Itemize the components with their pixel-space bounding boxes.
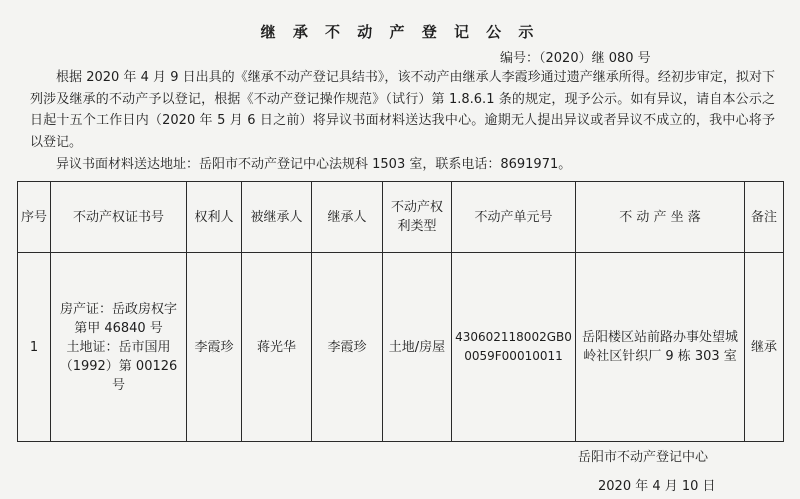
- header-right-type: 不动产权利类型: [383, 182, 452, 253]
- cell-holder: 李霞珍: [187, 253, 242, 442]
- cell-right-type: 土地/房屋: [383, 253, 452, 442]
- header-holder: 权利人: [187, 182, 242, 253]
- cell-cert: [51, 253, 187, 442]
- cell-remark: 继承: [745, 253, 784, 442]
- header-unit-no: 不动产单元号: [452, 182, 576, 253]
- table-header-row: [18, 182, 784, 253]
- notice-paragraph: 根据 2020 年 4 月 9 日出具的《继承不动产登记具结书》，该不动产由继承人李霞珍通过遗产继承所得。经初步审定，拟对下列涉及继承的不动产予以登记，根据《不动产登记操作规范》（试行）第 1.8.6.1 条的规定，现予公示。如有异议，请自本公示之日起十五个工作日内（2020 年 5 月 6 日之前）将异议书面材料送达我中心。逾期无人提出异议或者异议不成立的，我中心将予以登记。: [30, 70, 775, 150]
- cell-unit-no: 430602118002GB00059F00010011: [452, 253, 576, 442]
- objection-address: 异议书面材料送达地址：岳阳市不动产登记中心法规科 1503 室，联系电话：8691971。: [56, 157, 572, 172]
- header-remark: 备注: [745, 182, 784, 253]
- registration-table: [17, 181, 784, 442]
- cert-land: 土地证：岳市国用（1992）第 00126 号: [59, 339, 178, 393]
- cell-decedent: 蒋光华: [242, 253, 312, 442]
- document-number: 编号：（2020）继 080 号: [500, 51, 651, 66]
- issue-date: 2020 年 4 月 10 日: [598, 479, 716, 494]
- header-cert: 不动产权证书号: [51, 182, 187, 253]
- cell-heir: 李霞珍: [312, 253, 383, 442]
- issuing-organization: 岳阳市不动产登记中心: [578, 450, 709, 465]
- cell-location: 岳阳楼区站前路办事处望城岭社区针织厂 9 栋 303 室: [576, 253, 745, 442]
- notice-body: [30, 67, 775, 176]
- notice-title: 继 承 不 动 产 登 记 公 示: [260, 23, 540, 41]
- header-decedent: 被继承人: [242, 182, 312, 253]
- header-heir: 继承人: [312, 182, 383, 253]
- table-row: [18, 253, 784, 442]
- header-location: 不 动 产 坐 落: [576, 182, 745, 253]
- cell-seq: 1: [18, 253, 51, 442]
- cert-house: 房产证：岳政房权字第甲 46840 号: [59, 301, 177, 336]
- header-seq: 序号: [18, 182, 51, 253]
